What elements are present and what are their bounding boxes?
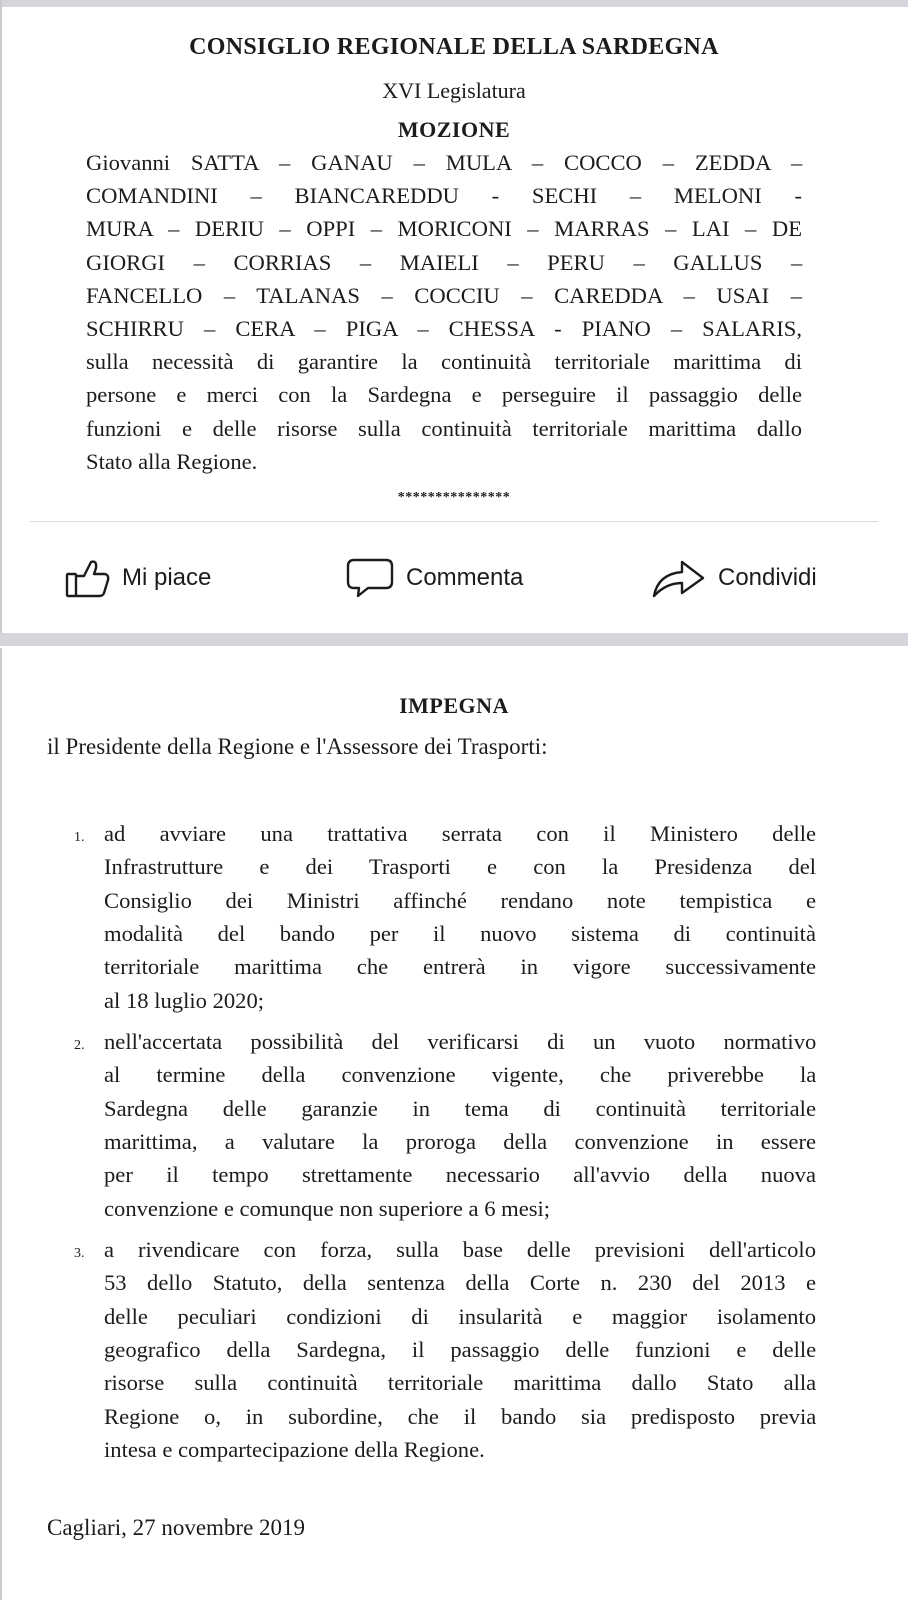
signatories-line: persone e merci con la Sardegna e perseguire il passaggio delle [86,382,802,407]
item-number: 1. [74,830,85,845]
signatories-line: COMANDINI – BIANCAREDDU - SECHI – MELONI - [86,183,802,208]
item-line: Regione o, in subordine, che il bando sia predisposto previa [104,1404,817,1429]
signatories-line: MURA – DERIU – OPPI – MORICONI – MARRAS – LAI – DE [86,216,802,241]
like-label: Mi piace [122,564,212,591]
item-line: modalità del bando per il nuovo sistema di continuità [104,921,816,946]
document-title: CONSIGLIO REGIONALE DELLA SARDEGNA [189,34,719,60]
place-date: Cagliari, 27 novembre 2019 [47,1515,306,1540]
asterisk-separator: *************** [397,490,511,505]
item-line: 53 dello Statuto, della sentenza della Corte n. 230 del 2013 e [104,1270,817,1295]
item-line: marittima, a valutare la proroga della convenzione in essere [104,1129,816,1154]
item-line: Infrastrutture e dei Trasporti e con la Presidenza del [104,854,817,879]
share-arrow-icon [652,556,706,600]
signatories-line: FANCELLO – TALANAS – COCCIU – CAREDDA – USAI – [86,283,802,308]
item-line: al 18 luglio 2020; [104,988,265,1013]
item-line: delle peculiari condizioni di insularità e maggior isolamento [104,1304,816,1329]
comment-label: Commenta [406,564,524,591]
item-line: ad avviare una trattativa serrata con il Ministero delle [104,821,817,846]
signatories-line: Stato alla Regione. [86,449,258,474]
item-line: al termine della convenzione vigente, che priverebbe la [104,1062,817,1087]
thumbs-up-icon [64,556,110,600]
signatories-line: sulla necessità di garantire la continuità territoriale marittima di [86,349,802,374]
item-line: convenzione e comunque non superiore a 6 mesi; [104,1196,551,1221]
comment-button[interactable] [346,556,523,600]
speech-bubble-icon [346,556,394,600]
item-line: a rivendicare con forza, sulla base delle previsioni dell'articolo [104,1237,816,1262]
document-type: MOZIONE [397,117,511,142]
item-line: risorse sulla continuità territoriale marittima dallo Stato alla [104,1370,817,1395]
impegna-intro: il Presidente della Regione e l'Assessore dei Trasporti: [47,734,548,759]
signatories-line: Giovanni SATTA – GANAU – MULA – COCCO – ZEDDA – [86,150,803,175]
signatories-line: GIORGI – CORRIAS – MAIELI – PERU – GALLUS – [86,250,803,275]
impegna-heading: IMPEGNA [399,693,509,718]
item-line: intesa e compartecipazione della Regione. [104,1437,485,1462]
left-border-lower [0,648,2,1600]
post-divider [30,521,878,522]
signatories-line: funzioni e delle risorse sulla continuità territoriale marittima dallo [86,416,803,441]
item-line: Consiglio dei Ministri affinché rendano note tempistica e [104,888,816,913]
item-line: geografico della Sardegna, il passaggio delle funzioni e delle [104,1337,817,1362]
item-line: per il tempo strettamente necessario all'avvio della nuova [104,1162,816,1187]
item-line: Sardegna delle garanzie in tema di continuità territoriale [104,1096,816,1121]
signatories-line: SCHIRRU – CERA – PIGA – CHESSA - PIANO – SALARIS, [86,316,802,341]
share-label: Condividi [718,564,817,591]
top-divider [0,0,908,7]
like-button[interactable] [64,556,211,600]
item-line: nell'accertata possibilità del verificarsi di un vuoto normativo [104,1029,817,1054]
item-number: 2. [74,1038,85,1053]
legislature-label: XVI Legislatura [382,78,526,103]
post-separator-band [0,633,908,646]
item-number: 3. [74,1246,85,1261]
share-button[interactable] [652,556,817,600]
item-line: territoriale marittima che entrerà in vigore successivamente [104,954,816,979]
